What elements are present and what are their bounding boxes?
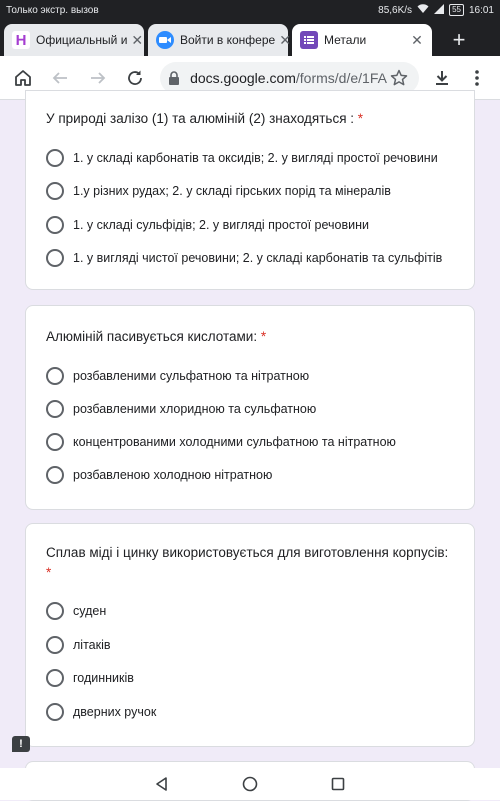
radio-option[interactable]: [46, 180, 464, 202]
radio-button[interactable]: [46, 249, 64, 267]
option-label: розбавленою холодною нітратною: [73, 468, 273, 482]
radio-button[interactable]: [46, 216, 64, 234]
back-button[interactable]: [48, 64, 74, 92]
required-mark: *: [46, 565, 52, 580]
radio-button[interactable]: [46, 602, 64, 620]
reload-icon: [125, 68, 145, 88]
url-path: /forms/d/e/1FA: [295, 69, 387, 86]
question-text: Алюміній пасивується кислотами:: [46, 329, 258, 344]
nav-home-button[interactable]: [238, 772, 262, 796]
clock: 16:01: [468, 4, 494, 16]
nav-recents-button[interactable]: [326, 772, 350, 796]
required-mark: *: [357, 111, 364, 126]
question-text: Сплав міді і цинку використовується для виготовлення корпусів:: [46, 545, 449, 560]
wifi-icon: [417, 4, 429, 17]
required-mark: *: [260, 329, 267, 344]
radio-button[interactable]: [46, 149, 64, 167]
tab-title: Метали: [324, 33, 367, 47]
radio-option[interactable]: [46, 600, 464, 622]
url-text: [190, 70, 387, 86]
system-nav-bar: [0, 768, 500, 800]
lock-icon: [168, 71, 184, 85]
carrier-text: Только экстр. вызов: [6, 4, 99, 16]
radio-option[interactable]: [46, 147, 464, 169]
tab-metals[interactable]: [292, 24, 432, 56]
option-label: суден: [73, 604, 107, 618]
question-card-2: [25, 305, 475, 510]
tab-title: Официальный и: [36, 33, 128, 47]
radio-button[interactable]: [46, 367, 64, 385]
close-icon[interactable]: ✕: [411, 31, 423, 48]
option-label: дверних ручок: [73, 705, 157, 719]
plus-icon: +: [452, 27, 466, 52]
home-button[interactable]: [10, 64, 36, 92]
radio-button[interactable]: [46, 466, 64, 484]
question-title: [46, 543, 454, 583]
question-title: [46, 327, 454, 347]
nav-back-button[interactable]: [150, 772, 174, 796]
triangle-back-icon: [154, 776, 170, 792]
option-label: концентрованими холодними сульфатною та нітратною: [73, 435, 396, 449]
address-bar[interactable]: [160, 62, 419, 94]
arrow-left-icon: [50, 68, 70, 88]
radio-button[interactable]: [46, 182, 64, 200]
radio-button[interactable]: [46, 636, 64, 654]
tab-strip: [0, 20, 500, 56]
tab-zoom[interactable]: [148, 24, 291, 56]
form-content: [0, 100, 500, 760]
zoom-camera-icon: [156, 31, 174, 49]
radio-button[interactable]: [46, 433, 64, 451]
option-label: 1. у складі карбонатів та оксидів; 2. у вигляді простої речовини: [73, 151, 438, 165]
download-button[interactable]: [429, 64, 455, 92]
radio-option[interactable]: [46, 667, 464, 689]
download-icon: [433, 69, 451, 87]
network-speed: 85,6K/s: [378, 4, 413, 16]
url-domain: docs.google.com: [190, 69, 296, 86]
status-bar: [0, 0, 500, 20]
question-text: У природі залізо (1) та алюміній (2) знаходяться :: [46, 111, 355, 126]
radio-option[interactable]: [46, 247, 464, 269]
home-icon: [13, 68, 33, 88]
square-recents-icon: [330, 776, 346, 792]
option-label: літаків: [73, 638, 111, 652]
new-tab-button[interactable]: [444, 24, 474, 56]
option-label: 1. у вигляді чистої речовини; 2. у складі карбонатів та сульфітів: [73, 251, 443, 265]
signal-icon: [434, 4, 444, 17]
option-label: розбавленими сульфатною та нітратною: [73, 369, 310, 383]
radio-button[interactable]: [46, 669, 64, 687]
option-label: 1.у різних рудах; 2. у складі гірських порід та мінералів: [73, 184, 391, 198]
bookmark-star-icon[interactable]: [387, 69, 411, 87]
tab-official[interactable]: [4, 24, 144, 56]
option-label: годинників: [73, 671, 134, 685]
radio-option[interactable]: [46, 365, 464, 387]
question-card-1: [25, 90, 475, 290]
radio-option[interactable]: [46, 431, 464, 453]
more-vert-icon: [474, 69, 480, 87]
google-forms-icon: [300, 31, 318, 49]
close-icon[interactable]: ✕: [131, 31, 144, 48]
circle-home-icon: [242, 776, 258, 792]
tab-title: Войти в конфере: [180, 33, 276, 47]
radio-button[interactable]: [46, 400, 64, 418]
battery-icon: 55: [449, 4, 464, 16]
arrow-right-icon: [88, 68, 108, 88]
radio-button[interactable]: [46, 703, 64, 721]
hashtag-h-icon: H: [12, 31, 30, 49]
option-label: розбавленими хлоридною та сульфатною: [73, 402, 317, 416]
radio-option[interactable]: [46, 464, 464, 486]
question-title: [46, 109, 454, 129]
radio-option[interactable]: [46, 214, 464, 236]
forward-button[interactable]: [85, 64, 111, 92]
radio-option[interactable]: [46, 634, 464, 656]
menu-button[interactable]: [464, 64, 490, 92]
feedback-icon[interactable]: !: [12, 736, 30, 752]
reload-button[interactable]: [123, 64, 149, 92]
question-card-3: [25, 523, 475, 747]
radio-option[interactable]: [46, 701, 464, 723]
option-label: 1. у складі сульфідів; 2. у вигляді простої речовини: [73, 218, 370, 232]
close-icon[interactable]: ✕: [279, 31, 291, 48]
radio-option[interactable]: [46, 398, 464, 420]
